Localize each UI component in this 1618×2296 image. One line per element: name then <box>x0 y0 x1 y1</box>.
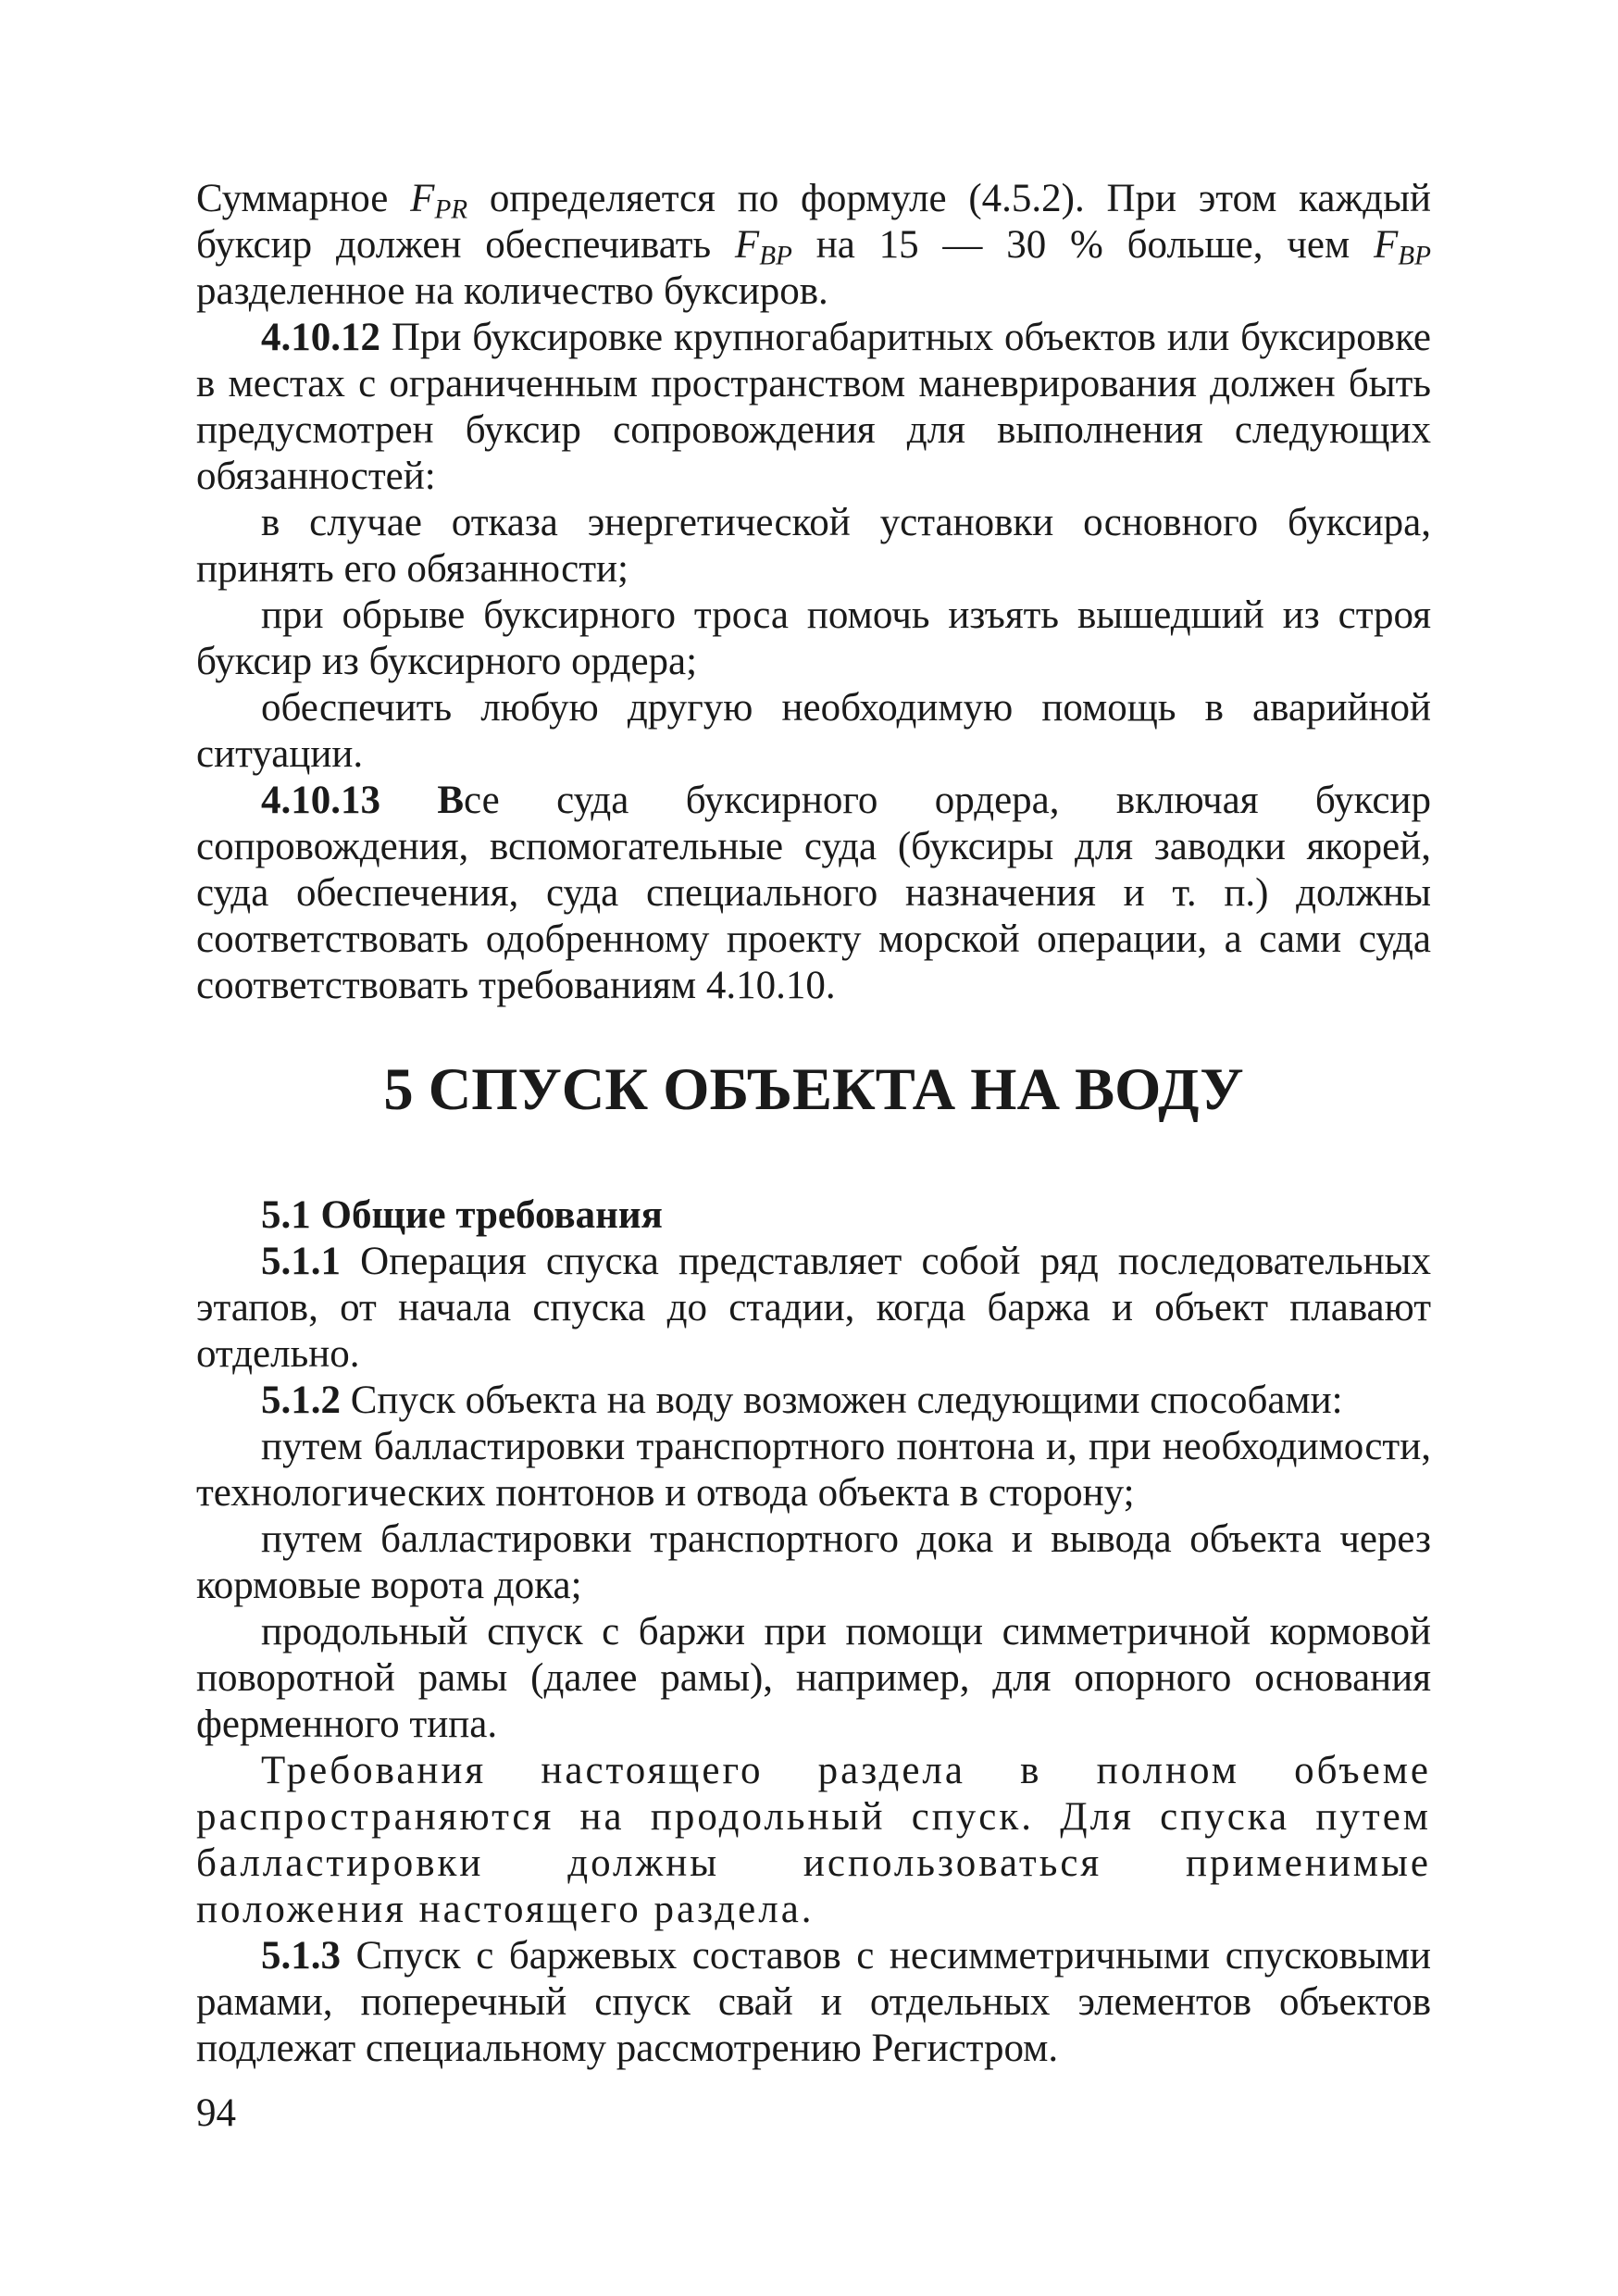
paragraph-5-1-1: 5.1.1 Операция спуска представляет собой ряд последовательных этапов, от начала спуска до стадии, когда баржа и объект плавают отдельно. <box>196 1240 1431 1376</box>
clause-number: 5.1.2 <box>261 1379 341 1422</box>
paragraph-list-item: в случае отказа энергетической установки основного буксира, принять его обязанности; <box>196 501 1431 591</box>
paragraph-5-1-2: 5.1.2 Спуск объекта на воду возможен следующими способами: <box>261 1379 1343 1422</box>
paragraph-list-item: продольный спуск с баржи при помощи симметричной кормовой поворотной рамы (далее рамы), например, для опорного основания ферменного типа. <box>196 1610 1431 1746</box>
paragraph-requirements: Требования настоящего раздела в полном объеме распространяются на продольный спуск. Для спуска путем балластировки должны использоваться применимые положения настоящего раздела. <box>196 1749 1431 1931</box>
body-text-upper <box>196 176 1431 1009</box>
section-heading: 5 СПУСК ОБЪЕКТА НА ВОДУ <box>383 1056 1244 1122</box>
page-number: 94 <box>196 2091 236 2135</box>
formula-f-bp: $F_{BP}$ <box>734 223 792 271</box>
paragraph-total-force: Суммарное $F_{PR}$ определяется по формуле (4.5.2). При этом каждый буксир должен обеспечивать $F_{BP}$ на 15 — 30 % больше, чем $F_{BP}$ разделенное на количество буксиров. <box>196 177 1431 313</box>
subsection-heading: 5.1 Общие требования <box>261 1193 663 1237</box>
formula-f-bp-2: $F_{BP}$ <box>1374 223 1431 271</box>
paragraph-5-1-3: 5.1.3 Спуск с баржевых составов с несимметричными спусковыми рамами, поперечный спуск свай и отдельных элементов объектов подлежат специальному рассмотрению Регистром. <box>196 1934 1431 2070</box>
body-text-lower <box>196 1192 1431 2072</box>
paragraph-4-10-12: 4.10.12 При буксировке крупногабаритных объектов или буксировке в местах с ограниченным пространством маневрирования должен быть предусмотрен буксир сопровождения для выполнения следующих обязанностей: <box>196 316 1431 498</box>
paragraph-list-item: при обрыве буксирного троса помочь изъять вышедший из строя буксир из буксирного ордера; <box>196 593 1431 683</box>
clause-number: 4.10.12 <box>261 316 380 359</box>
paragraph-list-item: обеспечить любую другую необходимую помощь в аварийной ситуации. <box>196 686 1431 776</box>
clause-number: 5.1.3 <box>261 1934 341 1978</box>
paragraph-4-10-13: 4.10.13 Все суда буксирного ордера, включая буксир сопровождения, вспомогательные суда (буксиры для заводки якорей, суда обеспечения, суда специального назначения и т. п.) должны соответствовать одобренному проекту морской операции, а сами суда соответствовать требованиям 4.10.10. <box>196 779 1431 1007</box>
formula-f-pr: $F_{PR}$ <box>410 177 468 225</box>
clause-number: 4.10.13 В <box>261 779 465 822</box>
clause-number: 5.1.1 <box>261 1240 341 1283</box>
paragraph-list-item: путем балластировки транспортного дока и вывода объекта через кормовые ворота дока; <box>196 1517 1431 1607</box>
paragraph-list-item: путем балластировки транспортного понтона и, при необходимости, технологических понтонов и отвода объекта в сторону; <box>196 1425 1431 1515</box>
